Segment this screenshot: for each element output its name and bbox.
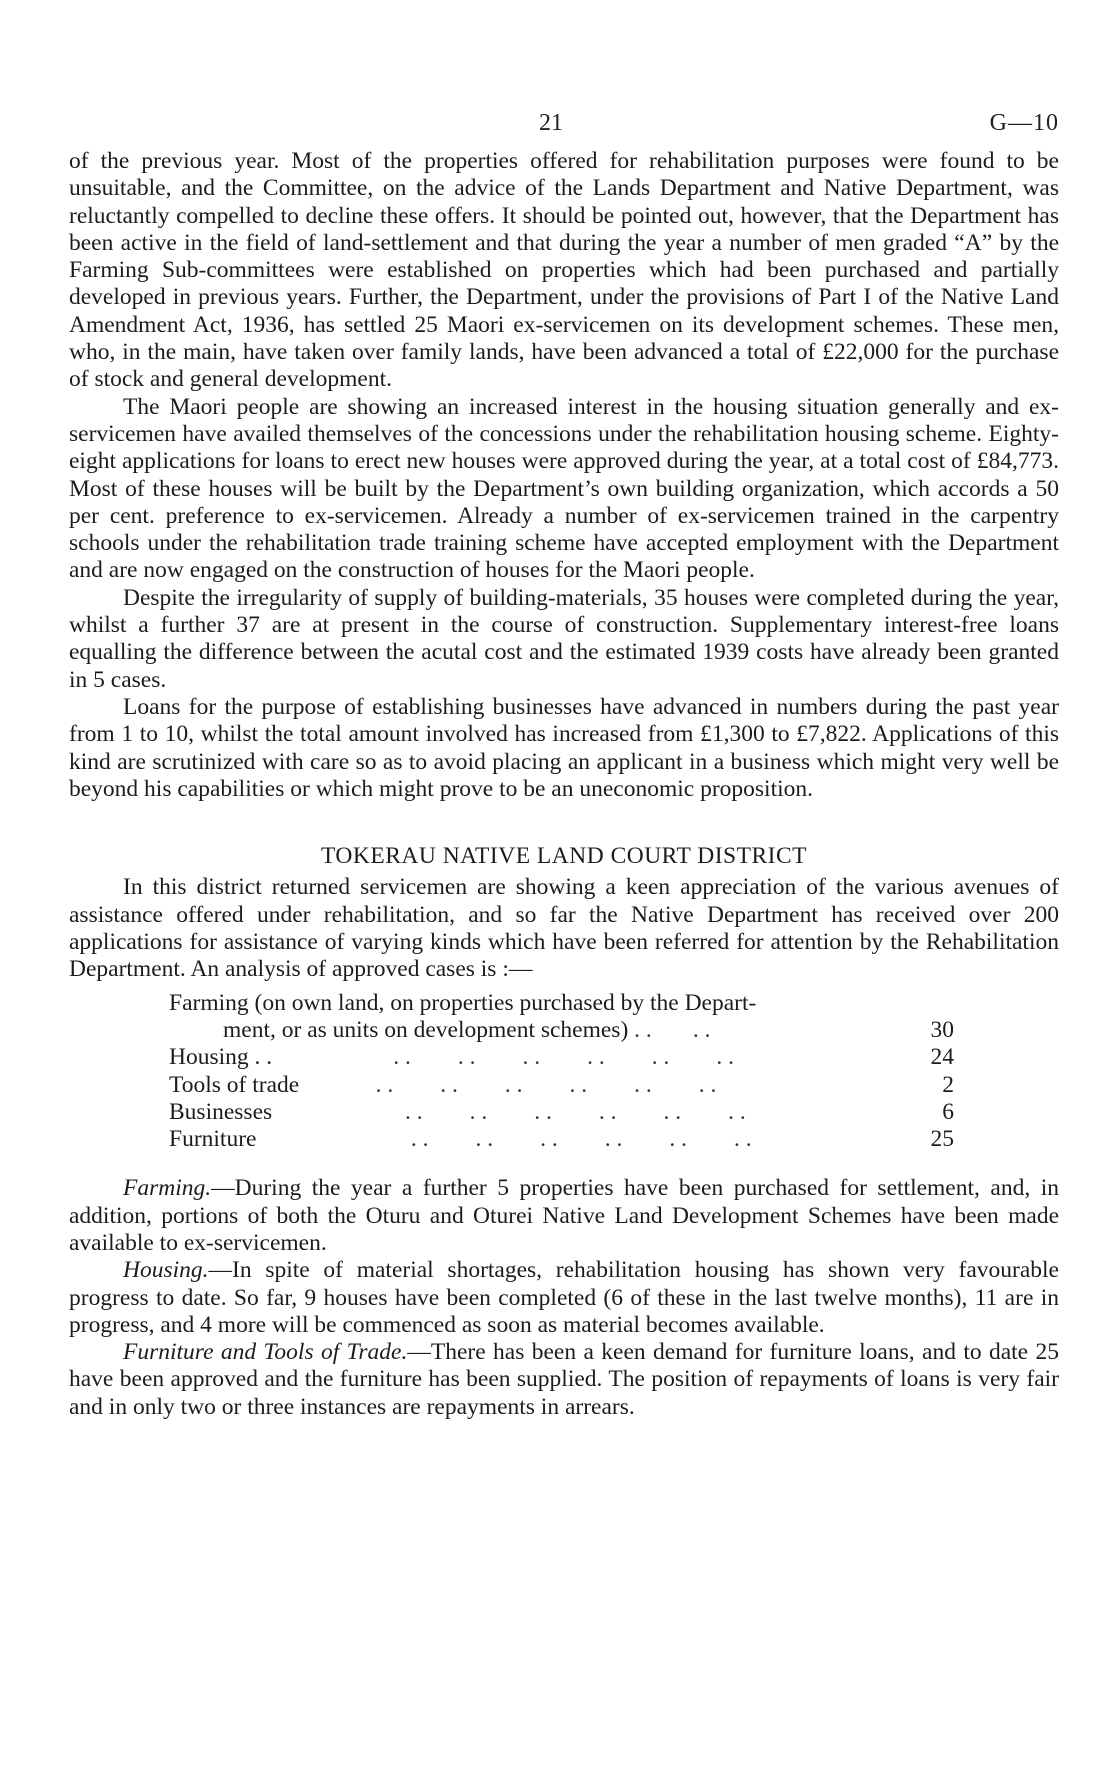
table-row [169, 1126, 954, 1153]
case-category-continuation [169, 1017, 914, 1044]
furniture-text: —There has been a keen demand for furniture loans, and to date 25 have been approved and the furniture has been supplied. The position of repayments of loans is very fair and in only two or three instances are repayments in arrears. [69, 1339, 1059, 1420]
paragraph-housing-interest: The Maori people are showing an increased interest in the housing situation generally and ex-servicemen have availed themselves of the concessions under the rehabilitation housing scheme. Eighty-eight applications for loans to erect new houses were approved during the year, at a total cost of £84,773. Most of these houses will be built by the Department’s own building organization, which accords a 50 per cent. preference to ex-servicemen. Already a number of ex-servicemen trained in the carpentry schools under the rehabilitation trade training scheme have accepted employment with the Department and are now engaged on the construction of houses for the Maori people. [69, 393, 1059, 584]
table-row [169, 1099, 954, 1126]
farming-label: Farming. [123, 1175, 212, 1202]
case-category: Housing . . [169, 1044, 273, 1071]
page-header [69, 110, 1059, 140]
furniture-label: Furniture and Tools of Trade. [123, 1339, 408, 1366]
paragraph-continuation: of the previous year. Most of the properties offered for rehabilitation purposes were found to be unsuitable, and the Committee, on the advice of the Lands Department and Native Department, was reluctantly compelled to decline these offers. It should be pointed out, however, that the Department has been active in the field of land-settlement and that during the year a number of men graded “A” by the Farming Sub-committees were established on properties which had been purchased and partially developed in previous years. Further, the Department, under the provisions of Part I of the Native Land Amendment Act, 1936, has settled 25 Maori ex-servicemen on its development schemes. These men, who, in the main, have taken over family lands, have been advanced a total of £22,000 for the purchase of stock and general development. [69, 148, 1059, 393]
case-category: Businesses [169, 1098, 273, 1125]
document-code: G—10 [989, 110, 1059, 136]
section-heading: TOKERAU NATIVE LAND COURT DISTRICT [320, 843, 807, 870]
housing-label: Housing. [123, 1257, 209, 1284]
table-row [169, 1044, 954, 1071]
case-category: Tools of trade [169, 1071, 300, 1098]
paragraph-housing [69, 1257, 1059, 1339]
approved-cases-table [169, 990, 954, 1154]
case-category-line: Farming (on own land, on properties purchased by the Depart- [169, 989, 757, 1016]
leader-dots: . . . . [628, 1016, 711, 1043]
document-body [69, 148, 1059, 1421]
housing-text: —In spite of material shortages, rehabilitation housing has shown very favourable progress to date. So far, 9 houses have been completed (6 of these in the last twelve months), 11 are in progress, and 4 more will be commenced as soon as material becomes available. [69, 1257, 1059, 1338]
paragraph-furniture [69, 1339, 1059, 1421]
case-count: 24 [930, 1044, 954, 1071]
case-category-line: ment, or as units on development schemes) [223, 1016, 629, 1043]
leader-dots: . . . . . . . . . . . . [352, 1071, 717, 1098]
case-category [169, 990, 914, 1045]
paragraph-business-loans: Loans for the purpose of establishing businesses have advanced in numbers during the past year from 1 to 10, whilst the total amount involved has increased from £1,300 to £7,822. Applications of this kind are scrutinized with care so as to avoid placing an applicant in a business which might very well be beyond his capabilities or which might prove to be an uneconomic proposition. [69, 693, 1059, 802]
table-row [169, 990, 954, 1045]
section-intro: In this district returned servicemen are showing a keen appreciation of the various avenues of assistance offered under rehabilitation, and so far the Native Department has received over 200 applications for assistance of varying kinds which have been referred for attention by the Rehabilitation Department. An analysis of approved cases is :— [69, 874, 1059, 983]
page-number: 21 [539, 110, 563, 136]
table-row [169, 1072, 954, 1099]
case-count: 2 [942, 1071, 954, 1098]
case-count: 6 [942, 1098, 954, 1125]
case-category: Furniture [169, 1126, 257, 1153]
paragraph-building-materials: Despite the irregularity of supply of building-materials, 35 houses were completed during the year, whilst a further 37 are at present in the course of construction. Supplementary interest-free loans equalling the difference between the acutal cost and the estimated 1939 costs have already been granted in 5 cases. [69, 584, 1059, 693]
case-count: 25 [930, 1126, 954, 1153]
paragraph-farming [69, 1175, 1059, 1257]
farming-text: —During the year a further 5 properties have been purchased for settlement, and, in addition, portions of both the Oturu and Oturei Native Land Development Schemes have been made available to ex-servicemen. [69, 1175, 1059, 1256]
leader-dots: . . . . . . . . . . . . [352, 1098, 746, 1125]
case-count: 30 [930, 1016, 954, 1043]
leader-dots: . . . . . . . . . . . . [352, 1126, 752, 1153]
leader-dots: . . . . . . . . . . . . [352, 1044, 734, 1071]
